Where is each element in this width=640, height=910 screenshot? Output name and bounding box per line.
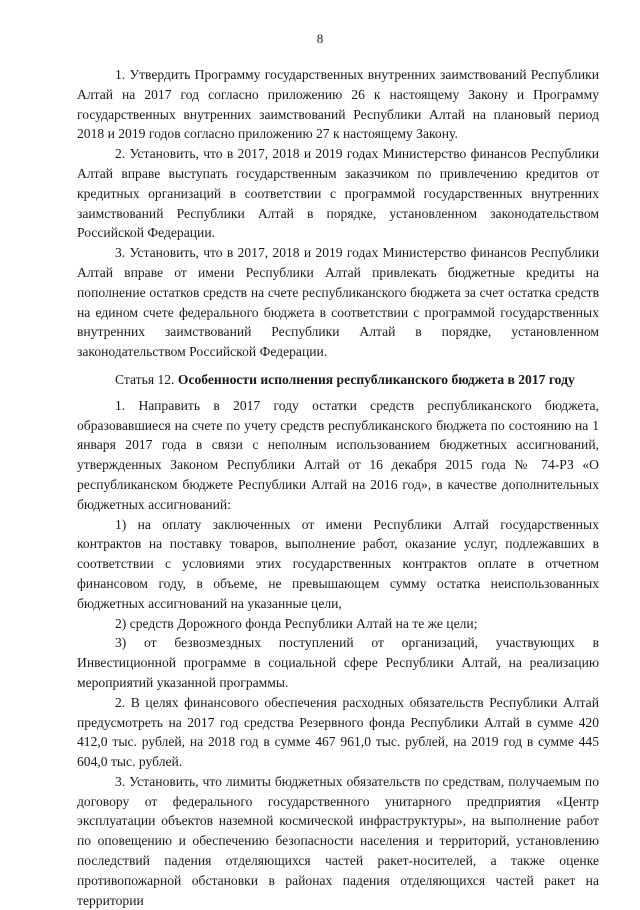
article-label: Статья 12.	[115, 371, 175, 387]
paragraph-9: 3. Установить, что лимиты бюджетных обязательств по средствам, получаемым по договору от федерального государственного унитарного предприятия «Центр эксплуатации объектов наземной космической инфраструктуры», на выполнение работ по оповещению и обеспечению безопасности населения и территорий, установлению последствий падения отделяющихся частей ракет-носителей, а также оценке противопожарной обстановки в районах падения отделяющихся частей ракет на территории	[77, 773, 599, 908]
paragraph-5: 1) на оплату заключенных от имени Республики Алтай государственных контрактов на поставку товаров, выполнение работ, оказание услуг, подлежавших в соответствии с условиями этих государственных контрактов оплате в отчетном финансовом году, в объеме, не превышающем сумму остатка неиспользованных бюджетных ассигнований на указанные цели,	[77, 516, 599, 611]
article-title: Особенности исполнения республиканского бюджета в 2017 году	[177, 371, 575, 387]
paragraph-8: 2. В целях финансового обеспечения расходных обязательств Республики Алтай предусмотреть на 2017 год средства Резервного фонда Республики Алтай в сумме 420 412,0 тыс. рублей, на 2018 год в сумме 467 961,0 тыс. рублей, на 2019 год в сумме 445 604,0 тыс. рублей.	[77, 694, 599, 770]
article-heading	[77, 370, 599, 390]
paragraph-2: 2. Установить, что в 2017, 2018 и 2019 годах Министерство финансов Республики Алтай вправе выступать государственным заказчиком по привлечению кредитов от кредитных организаций в соответствии с программой государственных внутренних заимствований Республики Алтай в порядке, установленном законодательством Российской Федерации.	[77, 146, 599, 241]
document-body	[77, 65, 599, 910]
page-number: 8	[316, 31, 324, 46]
paragraph-6: 2) средств Дорожного фонда Республики Алтай на те же цели;	[115, 615, 478, 631]
paragraph-1: 1. Утвердить Программу государственных внутренних заимствований Республики Алтай на 2017 год согласно приложению 26 к настоящему Закону и Программу государственных внутренних заимствований Республики Алтай на плановый период 2018 и 2019 годов согласно приложению 27 к настоящему Закону.	[77, 67, 599, 142]
paragraph-4: 1. Направить в 2017 году остатки средств республиканского бюджета, образовавшиеся на счете по учету средств республиканского бюджета по состоянию на 1 января 2017 года в связи с неполным использованием бюджетных ассигнований, утвержденных Законом Республики Алтай от 16 декабря 2015 года № 74-РЗ «О республиканском бюджете Республики Алтай на 2016 год», в качестве дополнительных бюджетных ассигнований:	[77, 397, 599, 512]
paragraph-7: 3) от безвозмездных поступлений от организаций, участвующих в Инвестиционной программе в социальной сфере Республики Алтай, на реализацию мероприятий указанной программы.	[77, 635, 599, 690]
paragraph-3: 3. Установить, что в 2017, 2018 и 2019 годах Министерство финансов Республики Алтай вправе от имени Республики Алтай привлекать бюджетные кредиты на пополнение остатков средств на счете республиканского бюджета за счет остатка средств на едином счете федерального бюджета в соответствии с программой государственных внутренних заимствований Республики Алтай в порядке, установленном законодательством Российской Федерации.	[77, 245, 599, 360]
